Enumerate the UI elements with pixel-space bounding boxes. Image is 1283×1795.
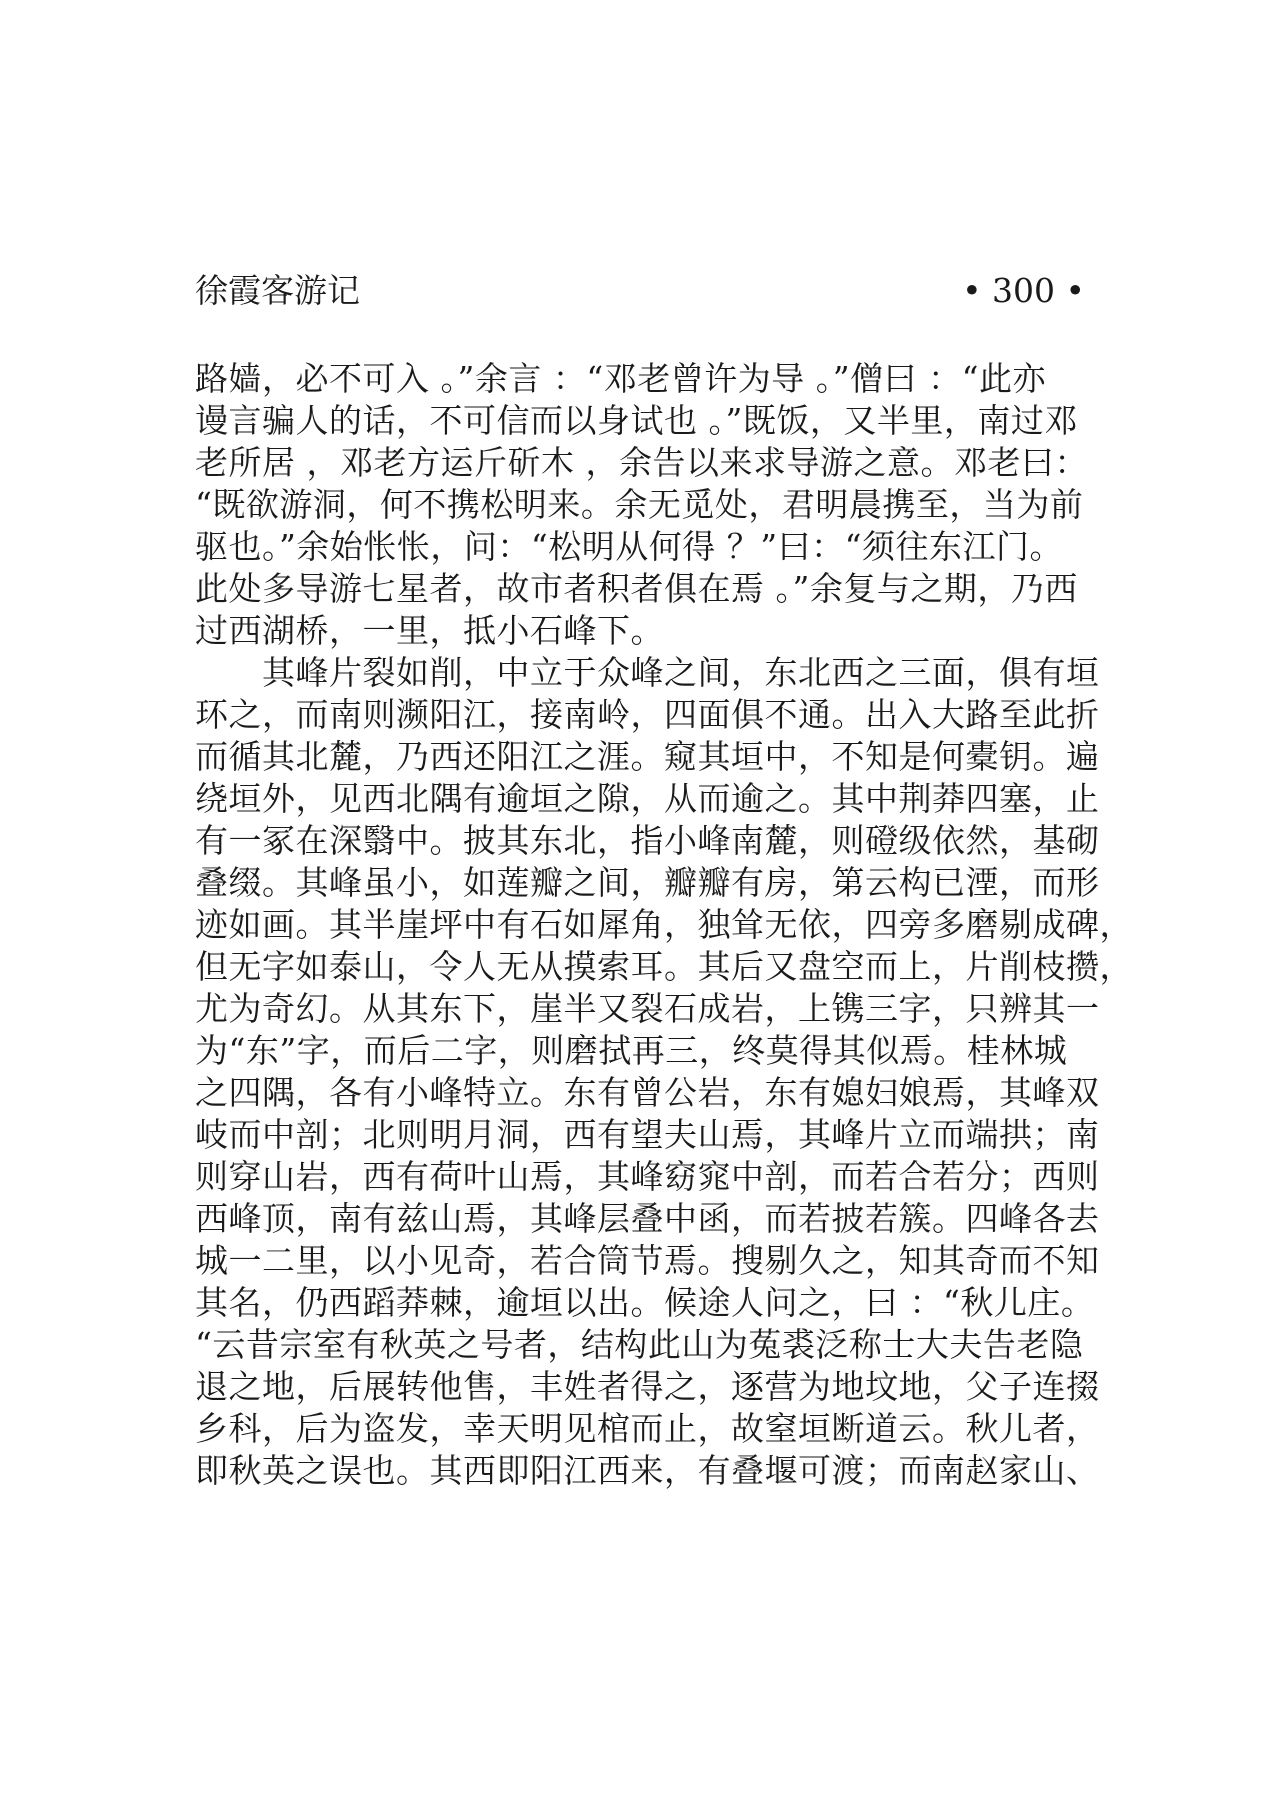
- text-line: 而循其北麓，乃西还阳江之涯。窥其垣中，不知是何橐钥。遍: [195, 737, 1100, 776]
- page-number: • 300 •: [962, 271, 1085, 310]
- text-line: 绕垣外，见西北隅有逾垣之隙，从而逾之。其中荆莽四塞，止: [195, 779, 1100, 818]
- text-line: 西峰顶，南有兹山焉，其峰层叠中函，而若披若簇。四峰各去: [195, 1199, 1100, 1238]
- text-line: 乡科，后为盗发，幸天明见棺而止，故窒垣断道云。秋儿者，: [195, 1409, 1100, 1448]
- text-line: 尤为奇幻。从其东下，崖半又裂石成岩，上镌三字，只辨其一: [195, 989, 1100, 1028]
- text-line: 叠缀。其峰虽小，如莲瓣之间，瓣瓣有房，第云构已湮，而形: [195, 863, 1100, 902]
- text-line: 之四隅，各有小峰特立。东有曾公岩，东有媳妇娘焉，其峰双: [195, 1073, 1100, 1112]
- text-line: 城一二里，以小见奇，若合筒节焉。搜剔久之，知其奇而不知: [195, 1241, 1100, 1280]
- text-line: 其名，仍西蹈莽棘，逾垣以出。候途人问之，曰 ：“秋儿庄。: [195, 1283, 1095, 1322]
- text-line: 驱也。”余始怅怅，问：“松明从何得 ？”曰：“须往东江门。: [195, 527, 1063, 566]
- text-line: 但无字如泰山，令人无从摸索耳。其后又盘空而上，片削枝攒，: [195, 947, 1133, 986]
- text-line: 则穿山岩，西有荷叶山焉，其峰窈窕中剖，而若合若分；西则: [195, 1157, 1100, 1196]
- text-line: 路嫱，必不可入 。”余言 ：“邓老曾许为导 。”僧曰 ：“此亦: [195, 359, 1046, 398]
- text-line: “既欲游洞，何不携松明来。余无觅处，君明晨携至，当为前: [195, 485, 1084, 524]
- book-title: 徐霞客游记: [195, 271, 360, 310]
- text-line: 退之地，后展转他售，丰姓者得之，逐营为地坟地，父子连掇: [195, 1367, 1100, 1406]
- text-line: 迹如画。其半崖坪中有石如犀角，独耸无依，四旁多磨剔成碑，: [195, 905, 1133, 944]
- body-text: [195, 358, 1133, 1492]
- text-line: 谩言骗人的话，不可信而以身试也 。”既饭，又半里，南过邓: [195, 401, 1078, 440]
- text-line: 为“东”字，而后二字，则磨拭再三，终莫得其似焉。桂林城: [195, 1031, 1068, 1070]
- text-line: 即秋英之误也。其西即阳江西来，有叠堰可渡；而南赵家山、: [195, 1451, 1100, 1490]
- text-line: 环之，而南则濒阳江，接南岭，四面俱不通。出入大路至此折: [195, 695, 1100, 734]
- page-header: [195, 268, 1085, 314]
- text-line: 此处多导游七星者，故市者积者俱在焉 。”余复与之期，乃西: [195, 569, 1078, 608]
- text-line: 岐而中剖；北则明月洞，西有望夫山焉，其峰片立而端拱；南: [195, 1115, 1100, 1154]
- text-line: “云昔宗室有秋英之号者，结构此山为菟裘泛称士大夫告老隐: [195, 1325, 1084, 1364]
- text-line: 有一冢在深翳中。披其东北，指小峰南麓，则磴级依然，基砌: [195, 821, 1100, 860]
- text-line: 老所居 ，邓老方运斤斫木 ，余告以来求导游之意。邓老曰：: [195, 443, 1088, 482]
- text-line: 过西湖桥，一里，抵小石峰下。: [195, 611, 664, 650]
- text-line: 其峰片裂如削，中立于众峰之间，东北西之三面，俱有垣: [195, 653, 1100, 692]
